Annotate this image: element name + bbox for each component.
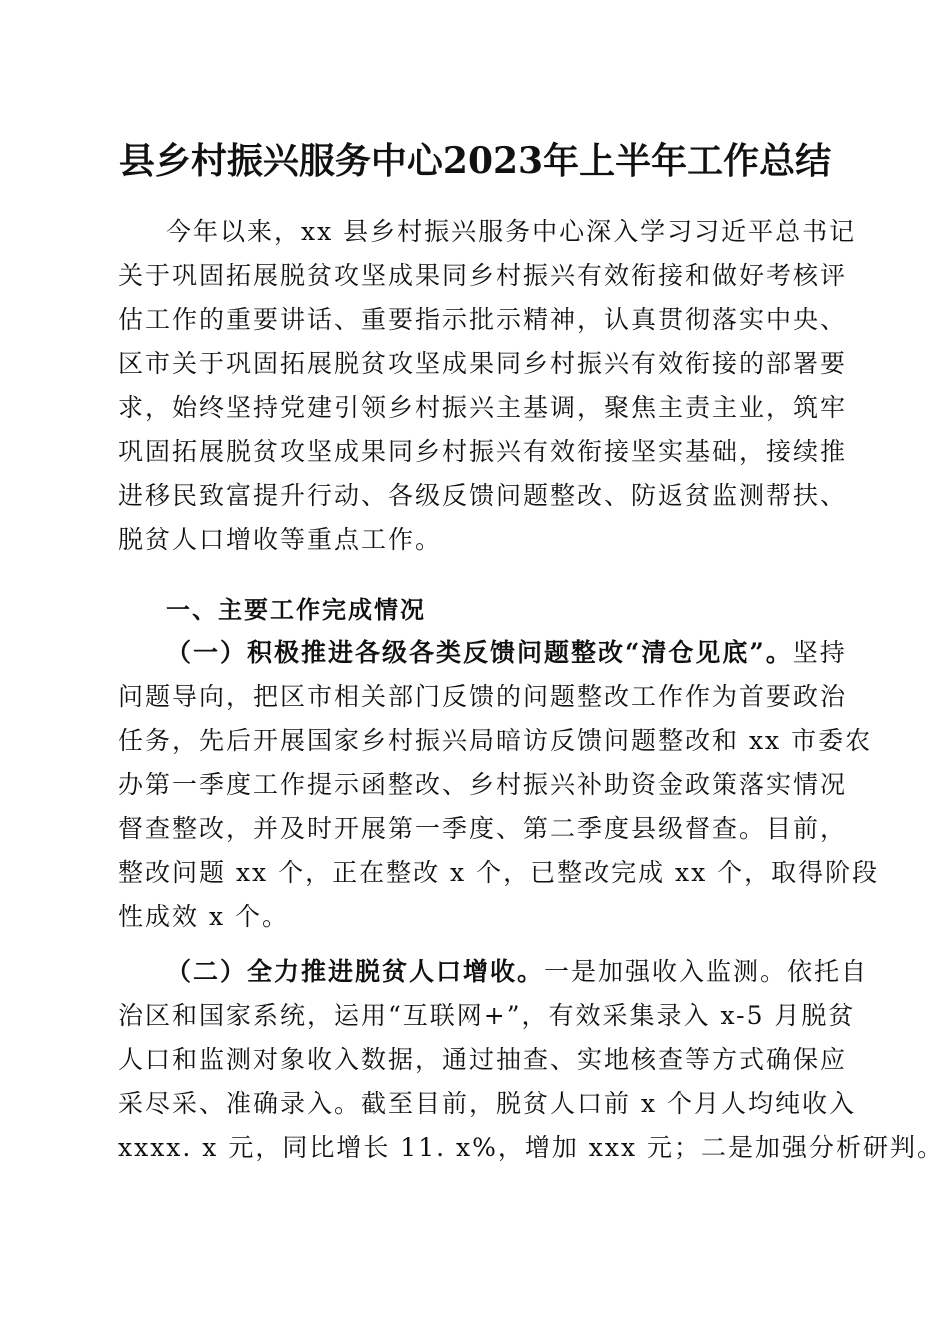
paragraph-line: 人口和监测对象收入数据，通过抽查、实地核查等方式确保应 (118, 1045, 848, 1074)
paragraph-line: 估工作的重要讲话、重要指示批示精神，认真贯彻落实中央、 (118, 305, 848, 334)
paragraph-first-line (118, 950, 869, 994)
section-heading-text: 一、主要工作完成情况 (166, 596, 426, 624)
paragraph-line: 整改问题 xx 个，正在整改 x 个，已整改完成 xx 个，取得阶段 (118, 858, 880, 887)
paragraph-line: 今年以来，xx 县乡村振兴服务中心深入学习习近平总书记 (166, 217, 857, 246)
paragraph-line: 任务，先后开展国家乡村振兴局暗访反馈问题整改和 xx 市委农 (118, 726, 873, 755)
rectification-paragraph (118, 631, 880, 939)
intro-paragraph (118, 210, 857, 562)
paragraph-line: 采尽采、准确录入。截至目前，脱贫人口前 x 个月人均纯收入 (118, 1089, 856, 1118)
subsection-heading: （二）全力推进脱贫人口增收。 (166, 957, 545, 986)
paragraph-line: 关于巩固拓展脱贫攻坚成果同乡村振兴有效衔接和做好考核评 (118, 261, 848, 290)
paragraph-line: 脱贫人口增收等重点工作。 (118, 525, 443, 554)
subsection-heading: （一）积极推进各级各类反馈问题整改“清仓见底”。 (166, 638, 793, 667)
paragraph-line: 办第一季度工作提示函整改、乡村振兴补助资金政策落实情况 (118, 770, 848, 799)
paragraph-line: 问题导向，把区市相关部门反馈的问题整改工作作为首要政治 (118, 682, 848, 711)
section-heading (118, 588, 838, 632)
paragraph-line: 求，始终坚持党建引领乡村振兴主基调，聚焦主责主业，筑牢 (118, 393, 848, 422)
income-paragraph (118, 950, 945, 1170)
paragraph-line-rest: 坚持 (792, 638, 847, 667)
document-title: 县乡村振兴服务中心2023年上半年工作总结 (118, 140, 832, 182)
paragraph-line: 巩固拓展脱贫攻坚成果同乡村振兴有效衔接坚实基础，接续推 (118, 437, 848, 466)
paragraph-line: 督查整改，并及时开展第一季度、第二季度县级督查。目前， (118, 814, 848, 843)
paragraph-first-line (118, 631, 847, 675)
paragraph-line-rest: 一是加强收入监测。依托自 (544, 957, 869, 986)
paragraph-line: 性成效 x 个。 (118, 902, 289, 931)
paragraph-line: 进移民致富提升行动、各级反馈问题整改、防返贫监测帮扶、 (118, 481, 848, 510)
paragraph-line: 区市关于巩固拓展脱贫攻坚成果同乡村振兴有效衔接的部署要 (118, 349, 848, 378)
paragraph-line: 治区和国家系统，运用“互联网+”，有效采集录入 x-5 月脱贫 (118, 1001, 856, 1030)
paragraph-line: xxxx. x 元，同比增长 11. x%，增加 xxx 元；二是加强分析研判。 (118, 1133, 945, 1162)
